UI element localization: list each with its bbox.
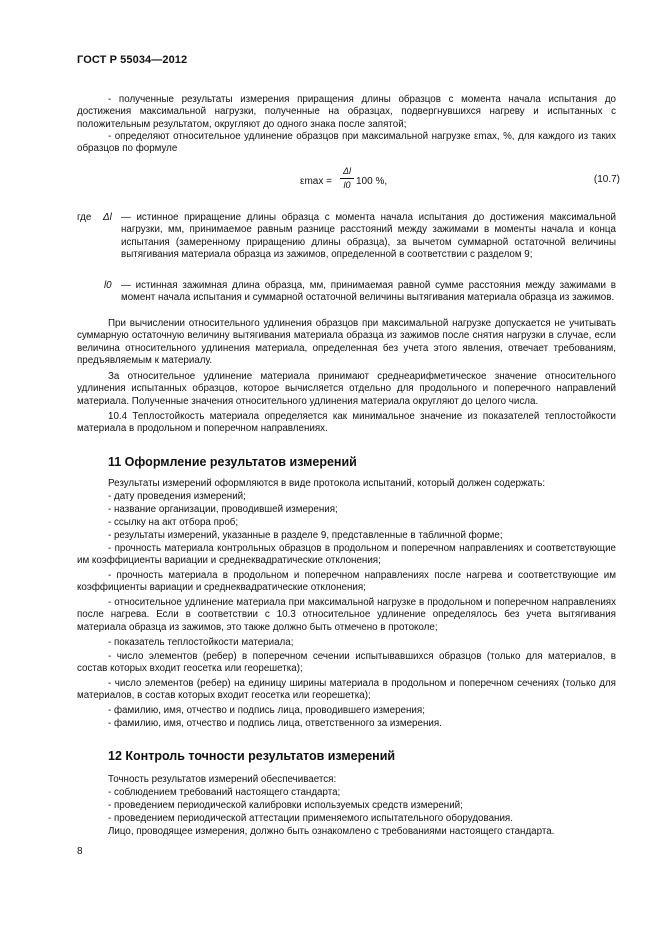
formula-number: (10.7)	[593, 174, 620, 185]
list-item: - проведением периодической аттестации применяемого испытательного оборудования.	[108, 813, 513, 824]
formula-lhs: εmax =	[300, 176, 332, 187]
page-number: 8	[77, 846, 83, 857]
list-item: - название организации, проводившей измерения;	[108, 504, 338, 515]
list-item: - прочность материала контрольных образцов в продольном и поперечном направлениях и соответствующие им коэффициенты вариации и среднеквадратические отклонения;	[77, 543, 616, 567]
formula-numerator: Δl	[342, 166, 352, 176]
list-item: - показатель теплостойкости материала;	[108, 637, 294, 648]
definition-symbol: Δl	[103, 212, 112, 223]
list-item: - соблюдением требований настоящего стандарта;	[108, 787, 341, 798]
formula-denominator: l0	[343, 180, 351, 190]
section-12-title: 12 Контроль точности результатов измерений	[108, 749, 396, 763]
formula-10-7	[300, 166, 620, 196]
definition-text: — истинное приращение длины образца с момента начала испытания до достижения максимальной нагрузки, мм, принимаемое равным разнице расстояний между зажимами в моменты начала и конца испытания (замеренному приращению длины образца), за вычетом суммарной остаточной величины вытягивания материала образца из зажимов, определенной в соответствии с разделом 9;	[121, 212, 616, 260]
list-item: - фамилию, имя, отчество и подпись лица, проводившего измерения;	[108, 705, 425, 716]
list-item: - фамилию, имя, отчество и подпись лица, ответственного за измерения.	[108, 718, 442, 729]
fraction-bar	[340, 178, 354, 179]
where-label: где	[77, 212, 92, 223]
definition-symbol: l0	[104, 280, 112, 291]
paragraph: За относительное удлинение материала принимают среднеарифметическое значение относительного удлинения испытанных образцов, которое вычисляется отдельно для продольного и поперечного направлений материала. Полученные значения относительного удлинения материала округляют до целого числа.	[77, 371, 616, 407]
list-item: - относительное удлинение материала при максимальной нагрузке в продольном и поперечном направлениях после нагрева. Если в соответствии с 10.3 относительное удлинение определялось без учета вытягивания материала образца из зажимов, это также должно быть отмечено в протоколе;	[77, 597, 616, 633]
paragraph: При вычислении относительного удлинения образцов при максимальной нагрузке допускается не учитывать суммарную остаточную величину вытягивания материала образца из зажимов после снятия нагрузки в случае, если величина относительного удлинения материала, определенная без учета этого явления, отвечает требованиям, предъявляемым к материалу.	[77, 318, 616, 366]
list-item: - ссылку на акт отбора проб;	[108, 517, 239, 528]
paragraph: - определяют относительное удлинение образцов при максимальной нагрузке εmax, %, для каждого из таких образцов по формуле	[77, 131, 616, 155]
section-11-title: 11 Оформление результатов измерений	[108, 455, 357, 469]
paragraph: Лицо, проводящее измерения, должно быть ознакомлено с требованиями настоящего стандарта.	[108, 826, 555, 837]
list-item: - результаты измерений, указанные в разделе 9, представленные в табличной форме;	[108, 530, 503, 541]
list-item: - проведением периодической калибровки используемых средств измерений;	[108, 800, 463, 811]
list-item: - число элементов (ребер) на единицу ширины материала в продольном и поперечном сечениях (только для материалов, в состав которых входит геосетка или георешетка);	[77, 678, 616, 702]
list-item: - дату проведения измерений;	[108, 491, 246, 502]
formula-rhs: 100 %,	[356, 176, 388, 187]
list-item: - прочность материала в продольном и поперечном направлениях после нагрева и соответствующие им коэффициенты вариации и среднеквадратические отклонения;	[77, 570, 616, 594]
formula-fraction	[340, 166, 354, 191]
document-code-header: ГОСТ Р 55034—2012	[77, 54, 188, 66]
paragraph: Точность результатов измерений обеспечивается:	[108, 774, 337, 785]
definition-text: — истинная зажимная длина образца, мм, принимаемая равной сумме расстояния между зажимами в момент начала испытания и суммарной остаточной величины вытягивания материала образца из зажимов.	[121, 280, 616, 304]
list-item: - число элементов (ребер) в поперечном сечении испытывавшихся образцов (только для материалов, в состав которых входит геосетка или георешетка);	[77, 651, 616, 675]
paragraph: - полученные результаты измерения приращения длины образцов с момента начала испытания до достижения максимальной нагрузки, полученные на образцах, подвергнувшихся нагреву и испытанных с положительным результатом, округляют до одного знака после запятой;	[77, 94, 616, 130]
paragraph: 10.4 Теплостойкость материала определяется как минимальное значение из показателей теплостойкости материала в продольном и поперечном направлениях.	[77, 411, 616, 435]
paragraph: Результаты измерений оформляются в виде протокола испытаний, который должен содержать:	[108, 478, 546, 489]
